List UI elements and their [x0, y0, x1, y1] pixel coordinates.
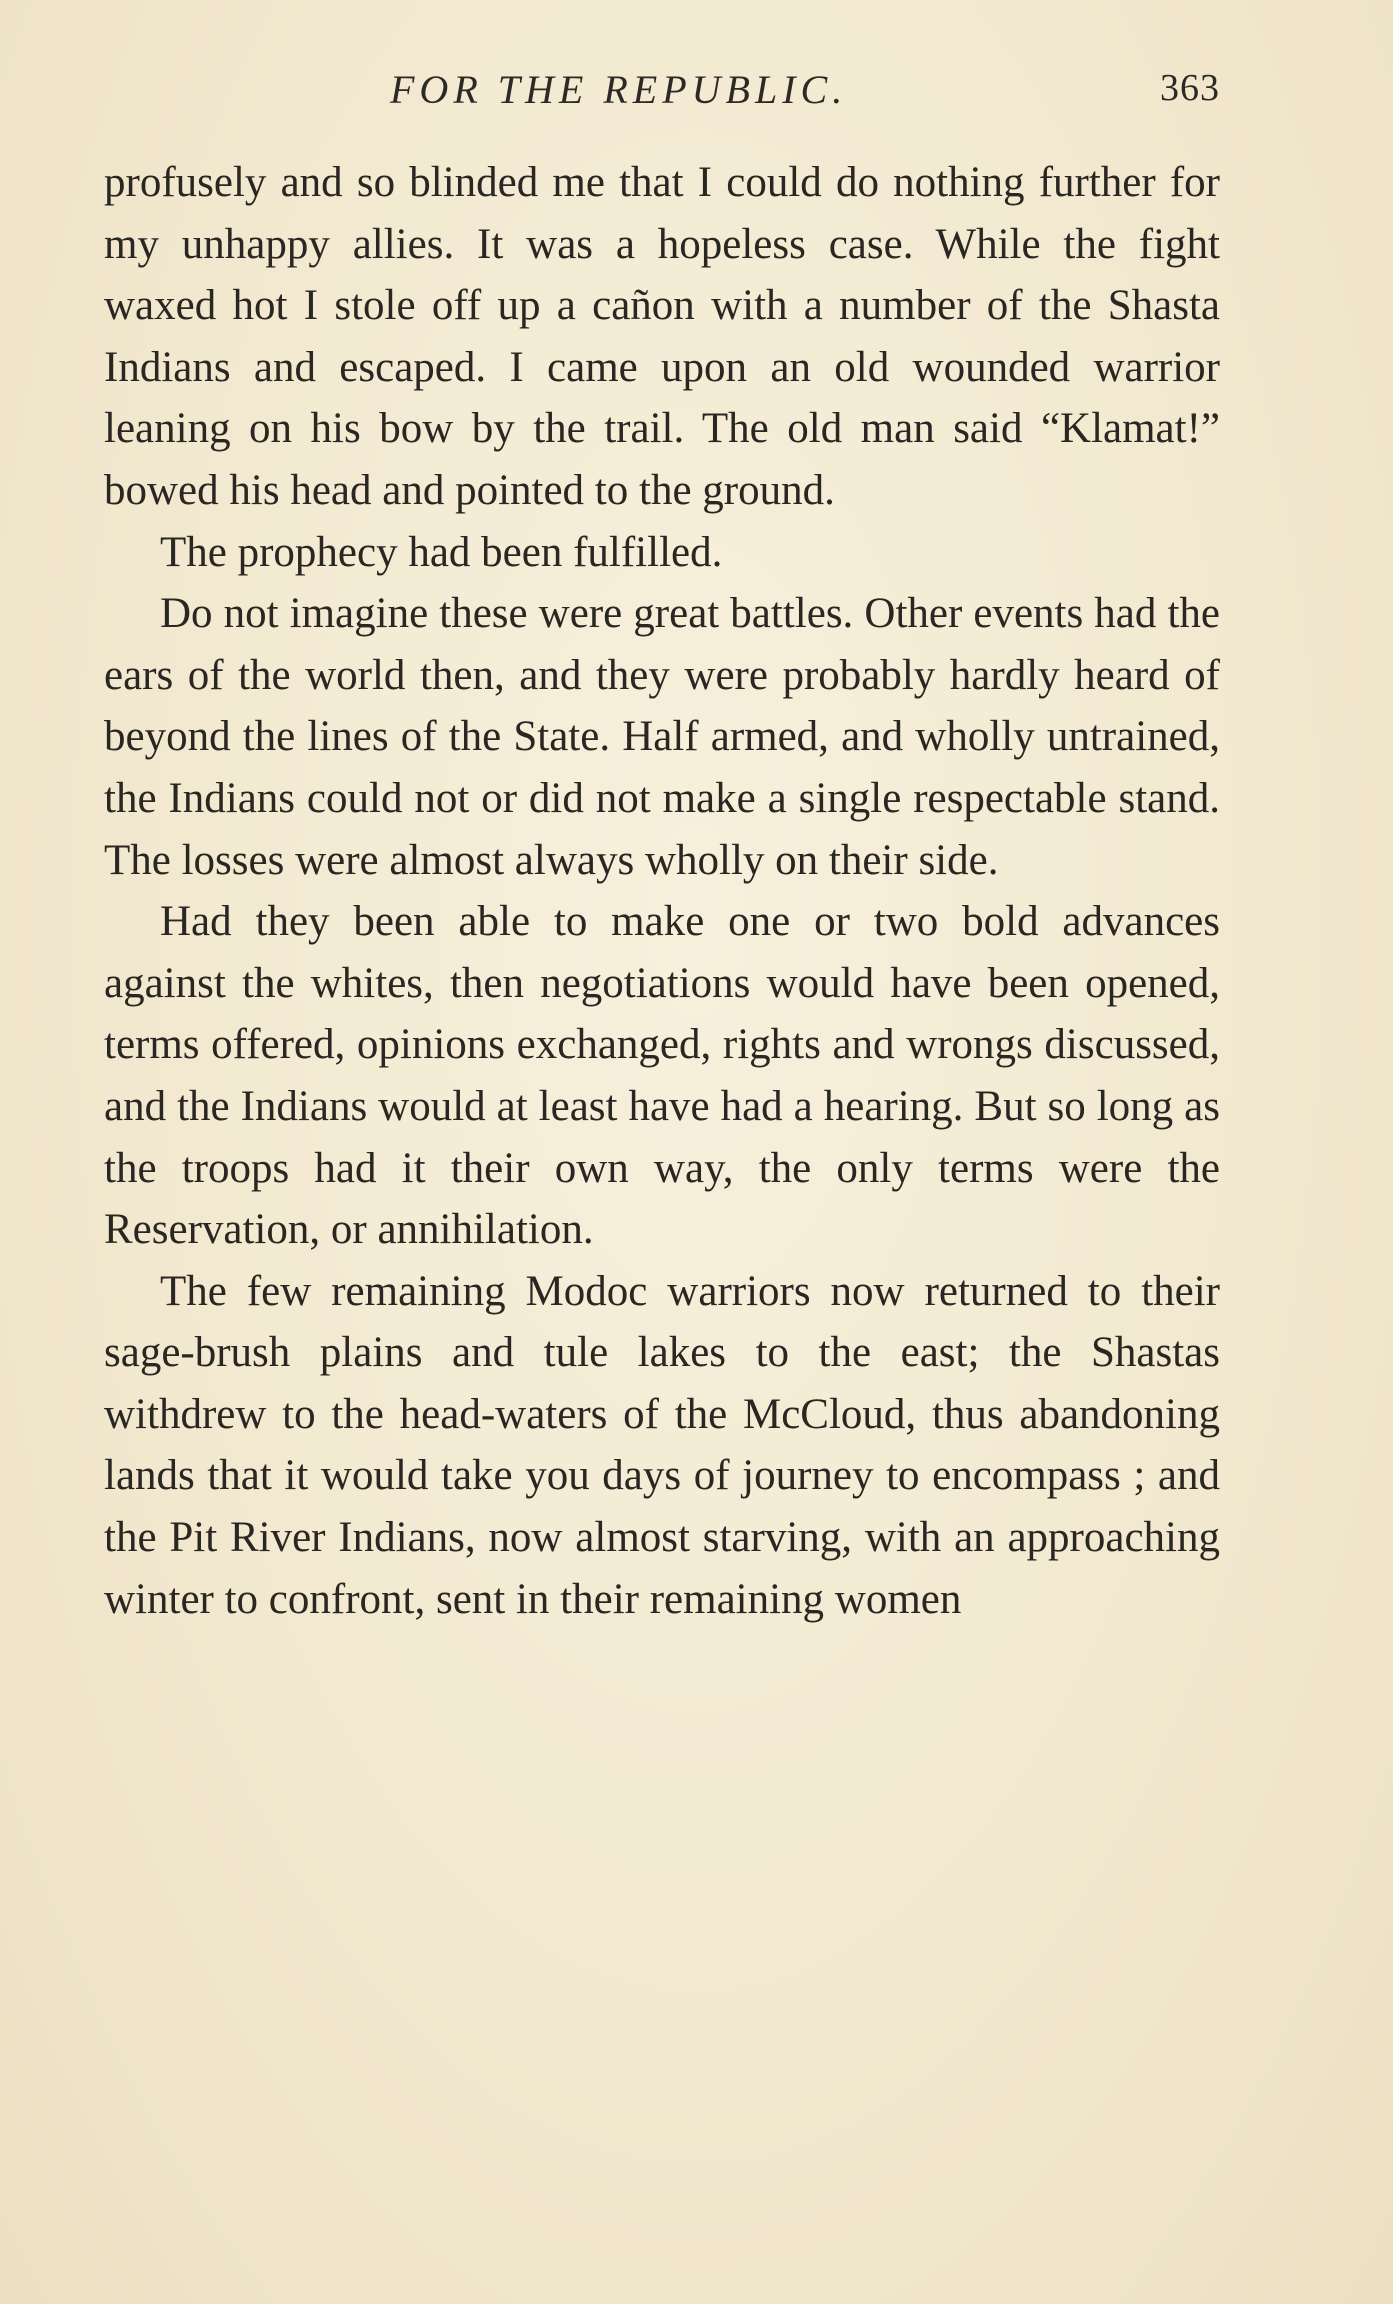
running-title: FOR THE REPUBLIC. — [390, 67, 848, 112]
paragraph-prophecy: The prophecy had been fulfilled. — [160, 528, 723, 576]
body-text — [104, 152, 1220, 1630]
paragraph-negotiations: Had they been able to make one or two bold advances against the whites, then negotiations would have been opened, terms offered, opinions exchanged, rights and wrongs discussed, and the Indians would at least have had a hearing. But so long as the troops had it their own way, the only terms were the Reservation, or annihilation. — [104, 898, 1220, 1254]
running-head — [100, 66, 1220, 126]
paragraph-battles: Do not imagine these were great battles. Other events had the ears of the world then, and they were probably hardly heard of beyond the lines of the State. Half armed, and wholly untrained, the Indians could not or did not make a single respectable stand. The losses were almost always wholly on their side. — [104, 590, 1220, 884]
paragraph-modoc-warriors: The few remaining Modoc warriors now returned to their sage-brush plains and tule lakes to the east; the Shastas withdrew to the head-waters of the McCloud, thus abandoning lands that it would take you days of journey to encompass ; and the Pit River Indians, now almost starving, with an approaching winter to confront, sent in their remaining women — [104, 1267, 1220, 1623]
paragraph-continued: profusely and so blinded me that I could do nothing further for my unhappy allies. It was a hopeless case. While the fight waxed hot I stole off up a cañon with a number of the Shasta Indians and escaped. I came upon an old wounded warrior leaning on his bow by the trail. The old man said “Klamat!” bowed his head and pointed to the ground. — [104, 159, 1220, 514]
page-number: 363 — [1160, 67, 1220, 109]
